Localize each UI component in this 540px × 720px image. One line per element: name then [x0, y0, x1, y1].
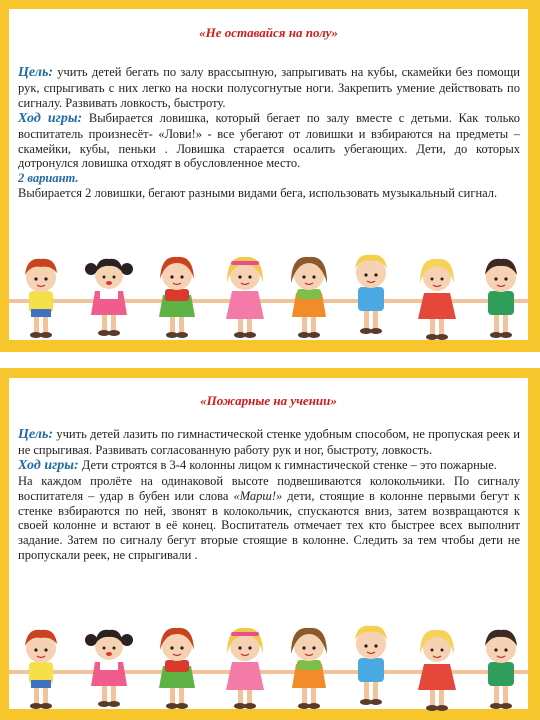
game-paragraph	[18, 458, 520, 474]
card-content-1	[9, 9, 528, 340]
card-body	[18, 65, 520, 201]
procedure-paragraph: На каждом пролёте на одинаковой высоте подвешиваются колокольчики. По сигналу воспитателя – удар в бубен или слова «Марш!» дети, стоящие в колонне первыми бегут к стенке взбираются по ней, звонят в колокольчик, спускаются вниз, затем возвращаются к своей колонне и встают в её конец. Воспитатель отмечает тех кто быстрее всех выполнит задание. Затем по сигналу бегут вторые стоящие в колонне. Следить за тем чтобы дети не пропускали реек, не спрыгивали .	[18, 473, 520, 563]
card-title: «Пожарные на учении»	[200, 393, 337, 408]
game-paragraph	[18, 111, 520, 172]
goal-label: Цель:	[18, 427, 53, 442]
game-text: Выбирается ловишка, который бегает по залу вместе с детьми. Как только воспитатель произнесёт- «Лови!» - все убегают от ловишки и взбираются на предметы –скамейки, кубы, пеньки . Ловишка старается осалить убегающих. Дети, до которых дотронулся ловишка отходят в обусловленное место.	[18, 110, 520, 171]
card-body	[18, 427, 520, 563]
card-content-2	[9, 378, 528, 709]
children-holding-hands-illustration	[9, 620, 528, 718]
goal-label: Цель:	[18, 65, 53, 80]
goal-text: учить детей бегать по залу врассыпную, запрыгивать на кубы, скамейки без помощи рук, спрыгивать с них легко на носки полусогнутые ноги. Закрепить умение действовать по сигналу. Развивать ловкость, быстроту.	[18, 65, 520, 110]
game-label: Ход игры:	[18, 457, 79, 473]
card-title: «Не оставайся на полу»	[199, 25, 338, 40]
game-text: Дети строятся в 3-4 колонны лицом к гимнастической стенке – это пожарные.	[78, 457, 497, 472]
goal-paragraph	[18, 65, 520, 111]
game-card-1	[0, 0, 540, 352]
goal-text: учить детей лазить по гимнастической стенке удобным способом, не пропуская реек и не спрыгивая. Развивать согласованную работу рук и ног, быстроту, ловкость.	[18, 427, 520, 457]
variant-heading: 2 вариант.	[18, 171, 79, 186]
game-label: Ход игры:	[18, 110, 83, 126]
variant-text: Выбирается 2 ловишки, бегают разными видами бега, использовать музыкальный сигнал.	[18, 186, 498, 201]
game-card-2	[0, 368, 540, 720]
children-holding-hands-illustration	[9, 249, 528, 347]
goal-paragraph	[18, 427, 520, 458]
